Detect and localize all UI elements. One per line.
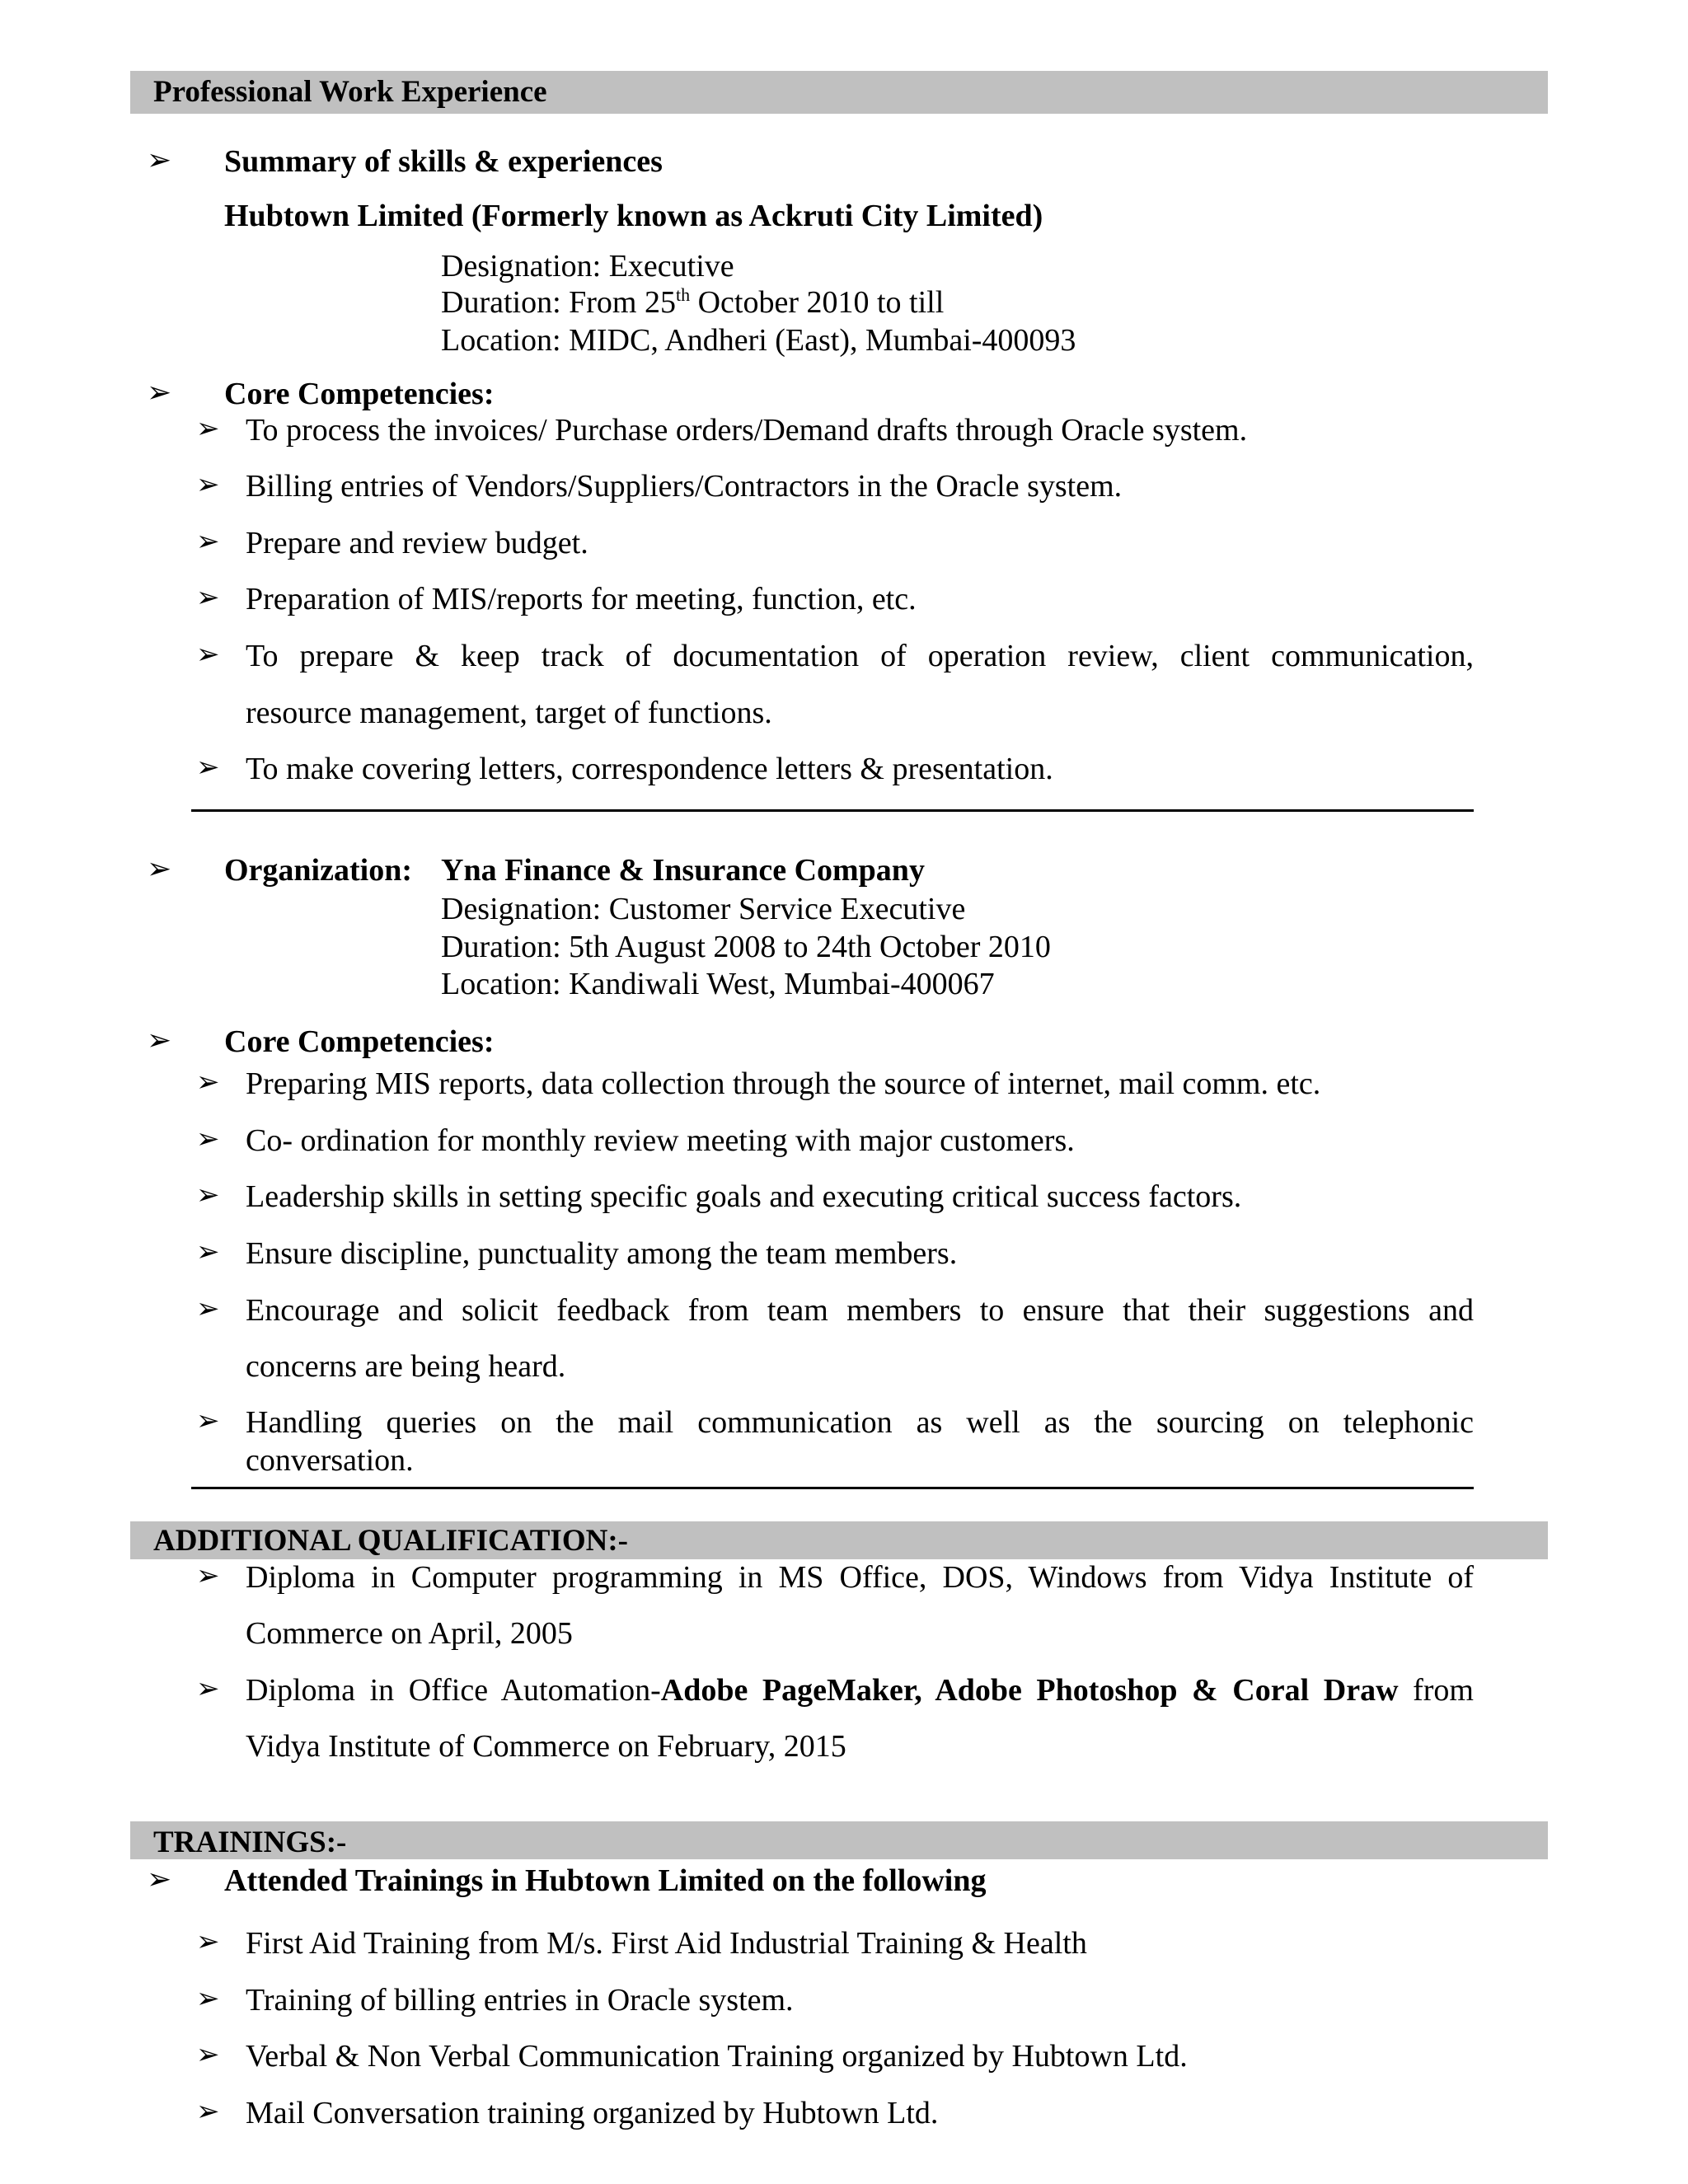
list-item-text: Mail Conversation training organized by Hubtown Ltd. [246, 2096, 939, 2130]
list-item-text: Encourage and solicit feedback from team members to ensure that their suggestions and [246, 1293, 1474, 1328]
arrow-bullet-icon: ➢ [196, 414, 220, 444]
trainings-heading: Attended Trainings in Hubtown Limited on the following [224, 1863, 987, 1898]
section-header-work-experience: Professional Work Experience [130, 71, 1548, 114]
arrow-bullet-icon: ➢ [196, 527, 220, 557]
section-header-additional-qualification: ADDITIONAL QUALIFICATION:- [130, 1521, 1548, 1559]
list-item-text: To prepare & keep track of documentation of operation review, client communication, [246, 639, 1474, 673]
arrow-bullet-icon: ➢ [196, 1124, 220, 1155]
hubtown-duration-post: October 2010 to till [690, 285, 945, 320]
list-item-continuation: concerns are being heard. [246, 1349, 566, 1384]
software-list: Adobe PageMaker, Adobe Photoshop & Coral Draw [660, 1673, 1399, 1708]
list-item-text: Co- ordination for monthly review meeting with major customers. [246, 1123, 1075, 1158]
divider [191, 809, 1474, 812]
section-header-trainings: TRAININGS:- [130, 1821, 1548, 1859]
arrow-bullet-icon: ➢ [196, 1406, 220, 1436]
arrow-bullet-icon: ➢ [196, 752, 220, 783]
list-item-text: To make covering letters, correspondence letters & presentation. [246, 752, 1053, 786]
list-item-continuation: conversation. [246, 1443, 414, 1478]
hubtown-duration-pre: Duration: From 25 [441, 285, 676, 320]
yna-company: Yna Finance & Insurance Company [441, 853, 925, 888]
yna-duration: Duration: 5th August 2008 to 24th October 2010 [441, 930, 1051, 964]
list-item-text: To process the invoices/ Purchase orders/Demand drafts through Oracle system. [246, 413, 1248, 448]
hubtown-duration-sup: th [675, 284, 691, 305]
arrow-bullet-icon: ➢ [196, 1984, 220, 2014]
list-item-continuation: resource management, target of functions. [246, 696, 772, 730]
yna-location: Location: Kandiwali West, Mumbai-400067 [441, 967, 995, 1001]
arrow-bullet-icon: ➢ [147, 1863, 172, 1896]
arrow-bullet-icon: ➢ [196, 1237, 220, 1268]
list-item-text: Diploma in Computer programming in MS Office, DOS, Windows from Vidya Institute of [246, 1560, 1474, 1595]
list-item-text: Handling queries on the mail communication as well as the sourcing on telephonic [246, 1405, 1474, 1440]
list-item-text: Ensure discipline, punctuality among the team members. [246, 1236, 958, 1271]
arrow-bullet-icon: ➢ [196, 583, 220, 613]
arrow-bullet-icon: ➢ [147, 143, 172, 176]
arrow-bullet-icon: ➢ [147, 852, 172, 885]
yna-designation: Designation: Customer Service Executive [441, 892, 966, 926]
list-item-continuation: Vidya Institute of Commerce on February, 2015 [246, 1729, 846, 1764]
yna-org-label: Organization: [224, 853, 412, 888]
list-item-text: Billing entries of Vendors/Suppliers/Contractors in the Oracle system. [246, 469, 1123, 504]
hubtown-duration [441, 284, 944, 321]
arrow-bullet-icon: ➢ [196, 470, 220, 500]
arrow-bullet-icon: ➢ [147, 1024, 172, 1057]
summary-heading: Summary of skills & experiences [224, 144, 663, 179]
arrow-bullet-icon: ➢ [196, 1180, 220, 1211]
list-item-text: Verbal & Non Verbal Communication Training organized by Hubtown Ltd. [246, 2039, 1188, 2074]
arrow-bullet-icon: ➢ [196, 2040, 220, 2070]
list-item-text: First Aid Training from M/s. First Aid Industrial Training & Health [246, 1926, 1087, 1961]
text-post: from [1398, 1673, 1474, 1708]
yna-core-label: Core Competencies: [224, 1024, 495, 1059]
arrow-bullet-icon: ➢ [196, 640, 220, 670]
list-item-text: Prepare and review budget. [246, 526, 588, 560]
arrow-bullet-icon: ➢ [196, 2097, 220, 2127]
arrow-bullet-icon: ➢ [196, 1294, 220, 1324]
list-item-text: Preparation of MIS/reports for meeting, function, etc. [246, 582, 917, 616]
hubtown-designation: Designation: Executive [441, 249, 734, 284]
list-item-text: Leadership skills in setting specific goals and executing critical success factors. [246, 1179, 1242, 1214]
hubtown-company: Hubtown Limited (Formerly known as Ackruti City Limited) [224, 199, 1043, 233]
arrow-bullet-icon: ➢ [196, 1674, 220, 1704]
arrow-bullet-icon: ➢ [147, 376, 172, 409]
arrow-bullet-icon: ➢ [196, 1927, 220, 1957]
arrow-bullet-icon: ➢ [196, 1561, 220, 1591]
list-item-text: Training of billing entries in Oracle system. [246, 1983, 794, 2018]
arrow-bullet-icon: ➢ [196, 1067, 220, 1098]
divider [191, 1487, 1474, 1489]
list-item-text: Preparing MIS reports, data collection through the source of internet, mail comm. etc. [246, 1066, 1321, 1101]
hubtown-core-label: Core Competencies: [224, 377, 495, 411]
hubtown-location: Location: MIDC, Andheri (East), Mumbai-400093 [441, 323, 1076, 358]
list-item-text [246, 1672, 1474, 1708]
list-item-continuation: Commerce on April, 2005 [246, 1616, 573, 1651]
text-pre: Diploma in Office Automation- [246, 1673, 661, 1708]
